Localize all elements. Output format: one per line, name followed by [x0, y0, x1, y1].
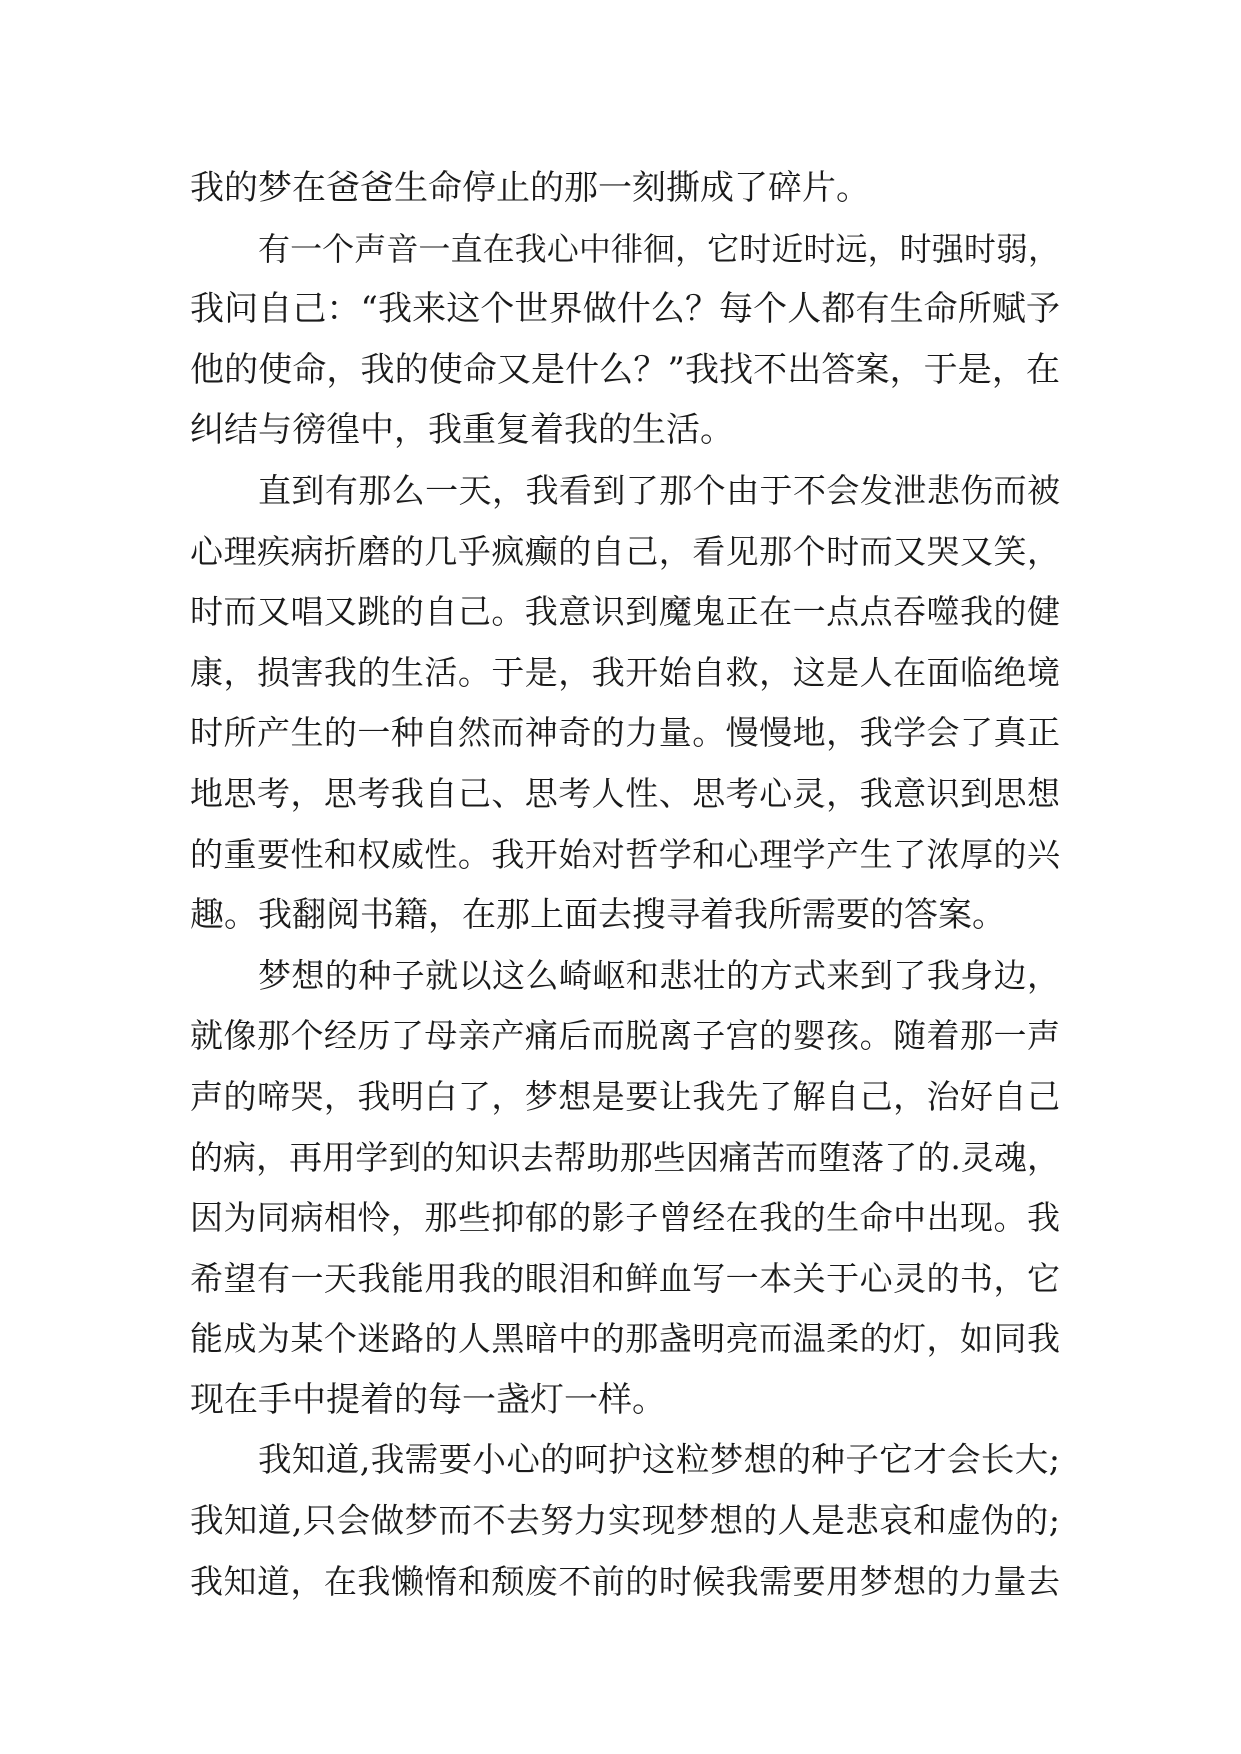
text-line: 他的使命，我的使命又是什么？”我找不出答案，于是，在: [190, 349, 1060, 390]
text-line: 就像那个经历了母亲产痛后而脱离子宫的婴孩。随着那一声: [190, 1016, 1060, 1056]
text-line: 时而又唱又跳的自己。我意识到魔鬼正在一点点吞噬我的健: [190, 592, 1060, 632]
text-line: 趣。我翻阅书籍，在那上面去搜寻着我所需要的答案。: [190, 895, 1006, 936]
text-line: 的病，再用学到的知识去帮助那些因痛苦而堕落了的.灵魂，: [190, 1137, 1060, 1177]
text-line: 能成为某个迷路的人黑暗中的那盏明亮而温柔的灯，如同我: [190, 1319, 1060, 1359]
text-line: 希望有一天我能用我的眼泪和鲜血写一本关于心灵的书，它: [190, 1258, 1060, 1298]
text-line: 心理疾病折磨的几乎疯癫的自己，看见那个时而又哭又笑，: [190, 531, 1060, 571]
text-line: 现在手中提着的每一盏灯一样。: [190, 1379, 666, 1420]
text-line: 我的梦在爸爸生命停止的那一刻撕成了碎片。: [190, 168, 870, 208]
text-line: 的重要性和权威性。我开始对哲学和心理学产生了浓厚的兴: [190, 834, 1060, 874]
body-text: [190, 158, 1060, 1612]
text-line: 我问自己：“我来这个世界做什么？每个人都有生命所赋予: [190, 289, 1060, 330]
text-line: 我知道，在我懒惰和颓废不前的时候我需要用梦想的力量去: [190, 1561, 1060, 1601]
text-line: 我知道,我需要小心的呵护这粒梦想的种子它才会长大;: [258, 1440, 1060, 1480]
text-line: 直到有那么一天，我看到了那个由于不会发泄悲伤而被: [258, 470, 1060, 510]
text-line: 我知道,只会做梦而不去努力实现梦想的人是悲哀和虚伪的;: [190, 1501, 1060, 1541]
text-line: 因为同病相怜，那些抑郁的影子曾经在我的生命中出现。我: [190, 1198, 1060, 1238]
text-line: 有一个声音一直在我心中徘徊，它时近时远，时强时弱，: [258, 229, 1060, 268]
text-line: 纠结与徬徨中，我重复着我的生活。: [190, 410, 734, 451]
text-line: 时所产生的一种自然而神奇的力量。慢慢地，我学会了真正: [190, 713, 1060, 753]
text-line: 康，损害我的生活。于是，我开始自救，这是人在面临绝境: [190, 652, 1060, 692]
text-line: 梦想的种子就以这么崎岖和悲壮的方式来到了我身边，: [258, 955, 1060, 995]
text-line: 声的啼哭，我明白了，梦想是要让我先了解自己，治好自己: [190, 1076, 1060, 1116]
text-line: 地思考，思考我自己、思考人性、思考心灵，我意识到思想: [190, 773, 1060, 813]
